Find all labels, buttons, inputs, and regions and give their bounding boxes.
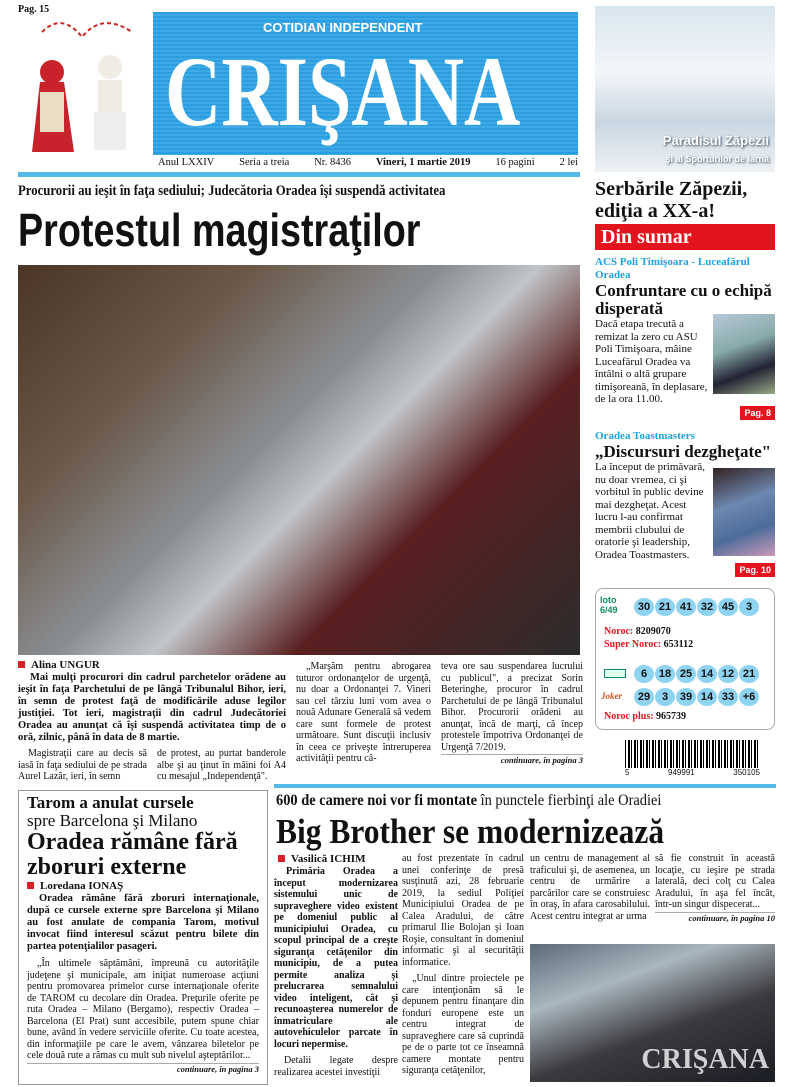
summary-title: Confruntare cu o echipă disperată	[595, 281, 772, 318]
joker-numbers: 29 3 39 14 33 +6	[634, 687, 760, 706]
barcode	[625, 740, 760, 768]
snow-promo-image[interactable]	[595, 6, 775, 172]
page-badge[interactable]: Pag. 10	[735, 563, 775, 577]
football-photo	[713, 314, 775, 394]
martisor-image	[22, 12, 152, 160]
article-text: „Unul dintre proiectele pe care intenţionăm să le depunem pentru finanţare din fonduri europene este un centru integrat de supraveghere care să cuprindă pe de o parte tot ce înseamnă camere montate pentru siguranţa cetăţenilor,	[402, 973, 524, 1076]
loto649-logo: loto 6/49	[600, 595, 618, 615]
promo-subcaption: şi al Sporturilor de Iarnă	[665, 154, 769, 164]
summary-body: Dacă etapa trecută a remizat la zero cu ASU Poli Timişoara, mâine Luceafărul Oradea va întâlni o altă grupare timişoreană, în deplasare, de la ora 11.00.	[595, 318, 708, 405]
lead: Oradea rămâne fără zboruri internaţionale, după ce cursele externe spre Barcelona şi Milano au fost anulate de compania Tarom, motivul invocat fiind interesul scăzut pentru bilete din partea potenţialilor pasageri.	[27, 893, 259, 952]
article-body: „În ultimele săptămâni, împreună cu autorităţile judeţene şi municipale, am iniţiat numeroase acţiuni pentru promovarea primelor curse internaţionale oferite de TAROM cu decolare din Oradea. Preţurile oferite pe ruta Oradea – Milano (Bergamo), respectiv Oradea – Barcelona (El Prat) sunt accesibile, putem spune chiar bune, având în vedere serviciile oferite. Cu toate acestea, din informaţiile pe care le avem, vânzarea biletelor pe cele două rute a rămas cu mult sub nivelul aşteptărilor...	[27, 958, 259, 1061]
promo-caption: Paradisul Zăpezii	[662, 133, 769, 148]
byline: Alina UNGUR	[18, 659, 286, 672]
continue-link[interactable]: continuare, în pagina 10	[655, 912, 775, 924]
super-noroc: Super Noroc: 653112	[604, 639, 694, 650]
page-count: 16 pagini	[495, 157, 535, 168]
lead: Primăria Oradea a început modernizarea sistemului unic de supraveghere video existent pe domeniul public al municipiului Oradea, cu scopul principal de a creşte siguranţa cetăţenilor din municipiu, de a putea permite analiza şi prelucrarea semnalului video inteligent, cât şi recunoaşterea numerelor de înmatriculare ale autovehiculelor parcate în locuri nepermise.	[274, 866, 398, 1050]
summary-header: Din sumar	[595, 224, 775, 250]
promo-title[interactable]: Serbările Zăpezii, ediţia a XX-a!	[595, 178, 748, 222]
price: 2 lei	[559, 157, 578, 168]
ball: 41	[676, 598, 696, 616]
section-label: ACS Poli Timişoara - Luceafărul Oradea	[595, 256, 750, 281]
barcode-number: 5 949991 350105	[625, 768, 760, 777]
summary-item[interactable]	[595, 430, 775, 580]
page-reference: Pag. 15	[18, 4, 50, 15]
article-text: au fost prezentate în cadrul unei conferinţe de presă susţinută azi, 28 februarie 2019, la sediul Poliţiei Municipiului Oradea de pe Calea Aradului, de către primarul Ilie Bolojan şi Ioan Roşie, consultant în domeniul informatic şi al securităţii informatice.	[402, 853, 524, 968]
summary-item[interactable]	[595, 256, 775, 424]
kicker: 600 de camere noi vor fi montate în punctele fierbinţi ale Oradiei	[276, 792, 662, 809]
article-column	[274, 853, 398, 1078]
kicker: spre Barcelona şi Milano	[27, 811, 198, 830]
main-kicker: Procurorii au ieşit în faţa sediului; Judecătoria Oradea îşi suspendă activitatea	[18, 183, 446, 199]
article-text: să fie construit în această locaţie, cu ieşire pe strada laterală, deci colţ cu Calea Aradului, în aşa fel încât, într-un singur dispecerat...	[655, 853, 775, 910]
continue-link[interactable]: continuare, în pagina 3	[441, 754, 583, 766]
loto649-numbers	[634, 597, 760, 616]
masthead	[153, 12, 578, 155]
article-column	[402, 853, 524, 1077]
article-column	[655, 853, 775, 924]
loto540-numbers: 6 18 25 14 12 21	[634, 664, 760, 683]
loto540-logo	[604, 669, 626, 678]
ball: 21	[655, 598, 675, 616]
surveillance-photo	[530, 944, 775, 1082]
watermark: CRIŞANA	[641, 1044, 769, 1075]
speaker-photo	[713, 468, 775, 556]
section-label: Oradea Toastmasters	[595, 430, 695, 442]
issue-number: Nr. 8436	[314, 157, 351, 168]
article-column: „Marşăm pentru abrogarea tuturor ordonanţelor de urgenţă, nu doar a Ordonanţei 7. Vineri sau cel târziu luni vom avea o nouă Adunare Generală să vedem care sunt formele de protest următoare. Sunt discuţii inclusiv în ceea ce priveşte întreruperea activităţii pentru câ-	[296, 661, 431, 764]
continue-link[interactable]: continuare, în pagina 3	[27, 1063, 259, 1075]
issue-info	[158, 157, 578, 168]
article-title[interactable]: Big Brother se modernizează	[276, 812, 665, 851]
main-article	[18, 659, 583, 783]
main-headline[interactable]: Protestul magistraţilor	[18, 204, 421, 256]
ball: 30	[634, 598, 654, 616]
divider	[274, 784, 776, 788]
summary-body: La început de primăvară, nu doar vremea, ci şi vorbitul în public devine mai dezgheţat. Acest lucru l-au confirmat membrii clubului de oratorie şi leadership, Oradea Toastmasters.	[595, 461, 705, 561]
kicker: Tarom a anulat cursele	[27, 793, 194, 812]
page-badge[interactable]: Pag. 8	[740, 406, 775, 420]
series: Seria a treia	[239, 157, 290, 168]
article-text: Detalii legate despre realizarea acestei investiţii	[274, 1055, 398, 1078]
noroc: Noroc: 8209070	[604, 626, 671, 637]
article-column: de protest, au purtat banderole albe şi au ţinut în mâini foi A4 cu mesajul „Independenţă".	[157, 748, 286, 782]
article-text: un centru de management al traficului şi, de asemenea, un centru de urmărire a parcărilor care se construiesc în oraş, în afara carosabilului. Acest centru integrat ar urma	[530, 853, 650, 922]
article-title[interactable]: Oradea rămâne fără zboruri externe	[27, 829, 238, 880]
lottery-results	[595, 588, 775, 730]
ball: 32	[697, 598, 717, 616]
article-column: Magistraţii care au decis să iasă în faţa sediului de pe strada Aurel Lazăr, ieri, în semn	[18, 748, 147, 782]
divider	[18, 172, 580, 177]
noroc-plus: Noroc plus: 965739	[604, 711, 687, 722]
ball: 45	[718, 598, 738, 616]
tarom-article	[18, 790, 268, 1085]
lead: Mai mulţi procurori din cadrul parchetelor orădene au ieşit în faţa Parchetului de pe lângă Tribunalul Bihor, ieri, în semn de protest faţă de modificările aduse legilor justiţiei. Tot ieri, magistraţii din cadrul Judecătoriei Oradea au anunţat că îşi suspendă activitatea timp de o oră, zilnic, până în data de 8 martie.	[18, 672, 286, 743]
article-column: teva ore sau suspendarea lucrului cu publicul", a precizat Sorin Beteringhe, procuror în cadrul Parchetului de pe lângă Tribunalul Bihor. Procurorii orădeni au anunţat, încă de marţi, că încep protestele împotriva Ordonanţei de Urgenţă 7/2019.	[441, 661, 583, 753]
issue-date: Vineri, 1 martie 2019	[375, 157, 471, 168]
year: Anul LXXIV	[158, 157, 215, 168]
tagline: COTIDIAN INDEPENDENT	[263, 20, 423, 35]
summary-title: „Discursuri dezgheţate"	[595, 442, 772, 461]
ball: 3	[739, 598, 759, 616]
protest-photo	[18, 265, 580, 655]
newspaper-logo: CRIŞANA	[165, 36, 521, 147]
joker-logo: Joker	[601, 691, 622, 701]
byline: Loredana IONAŞ	[27, 880, 259, 893]
article-column	[530, 853, 650, 922]
byline: Vasilică ICHIM	[274, 853, 398, 866]
